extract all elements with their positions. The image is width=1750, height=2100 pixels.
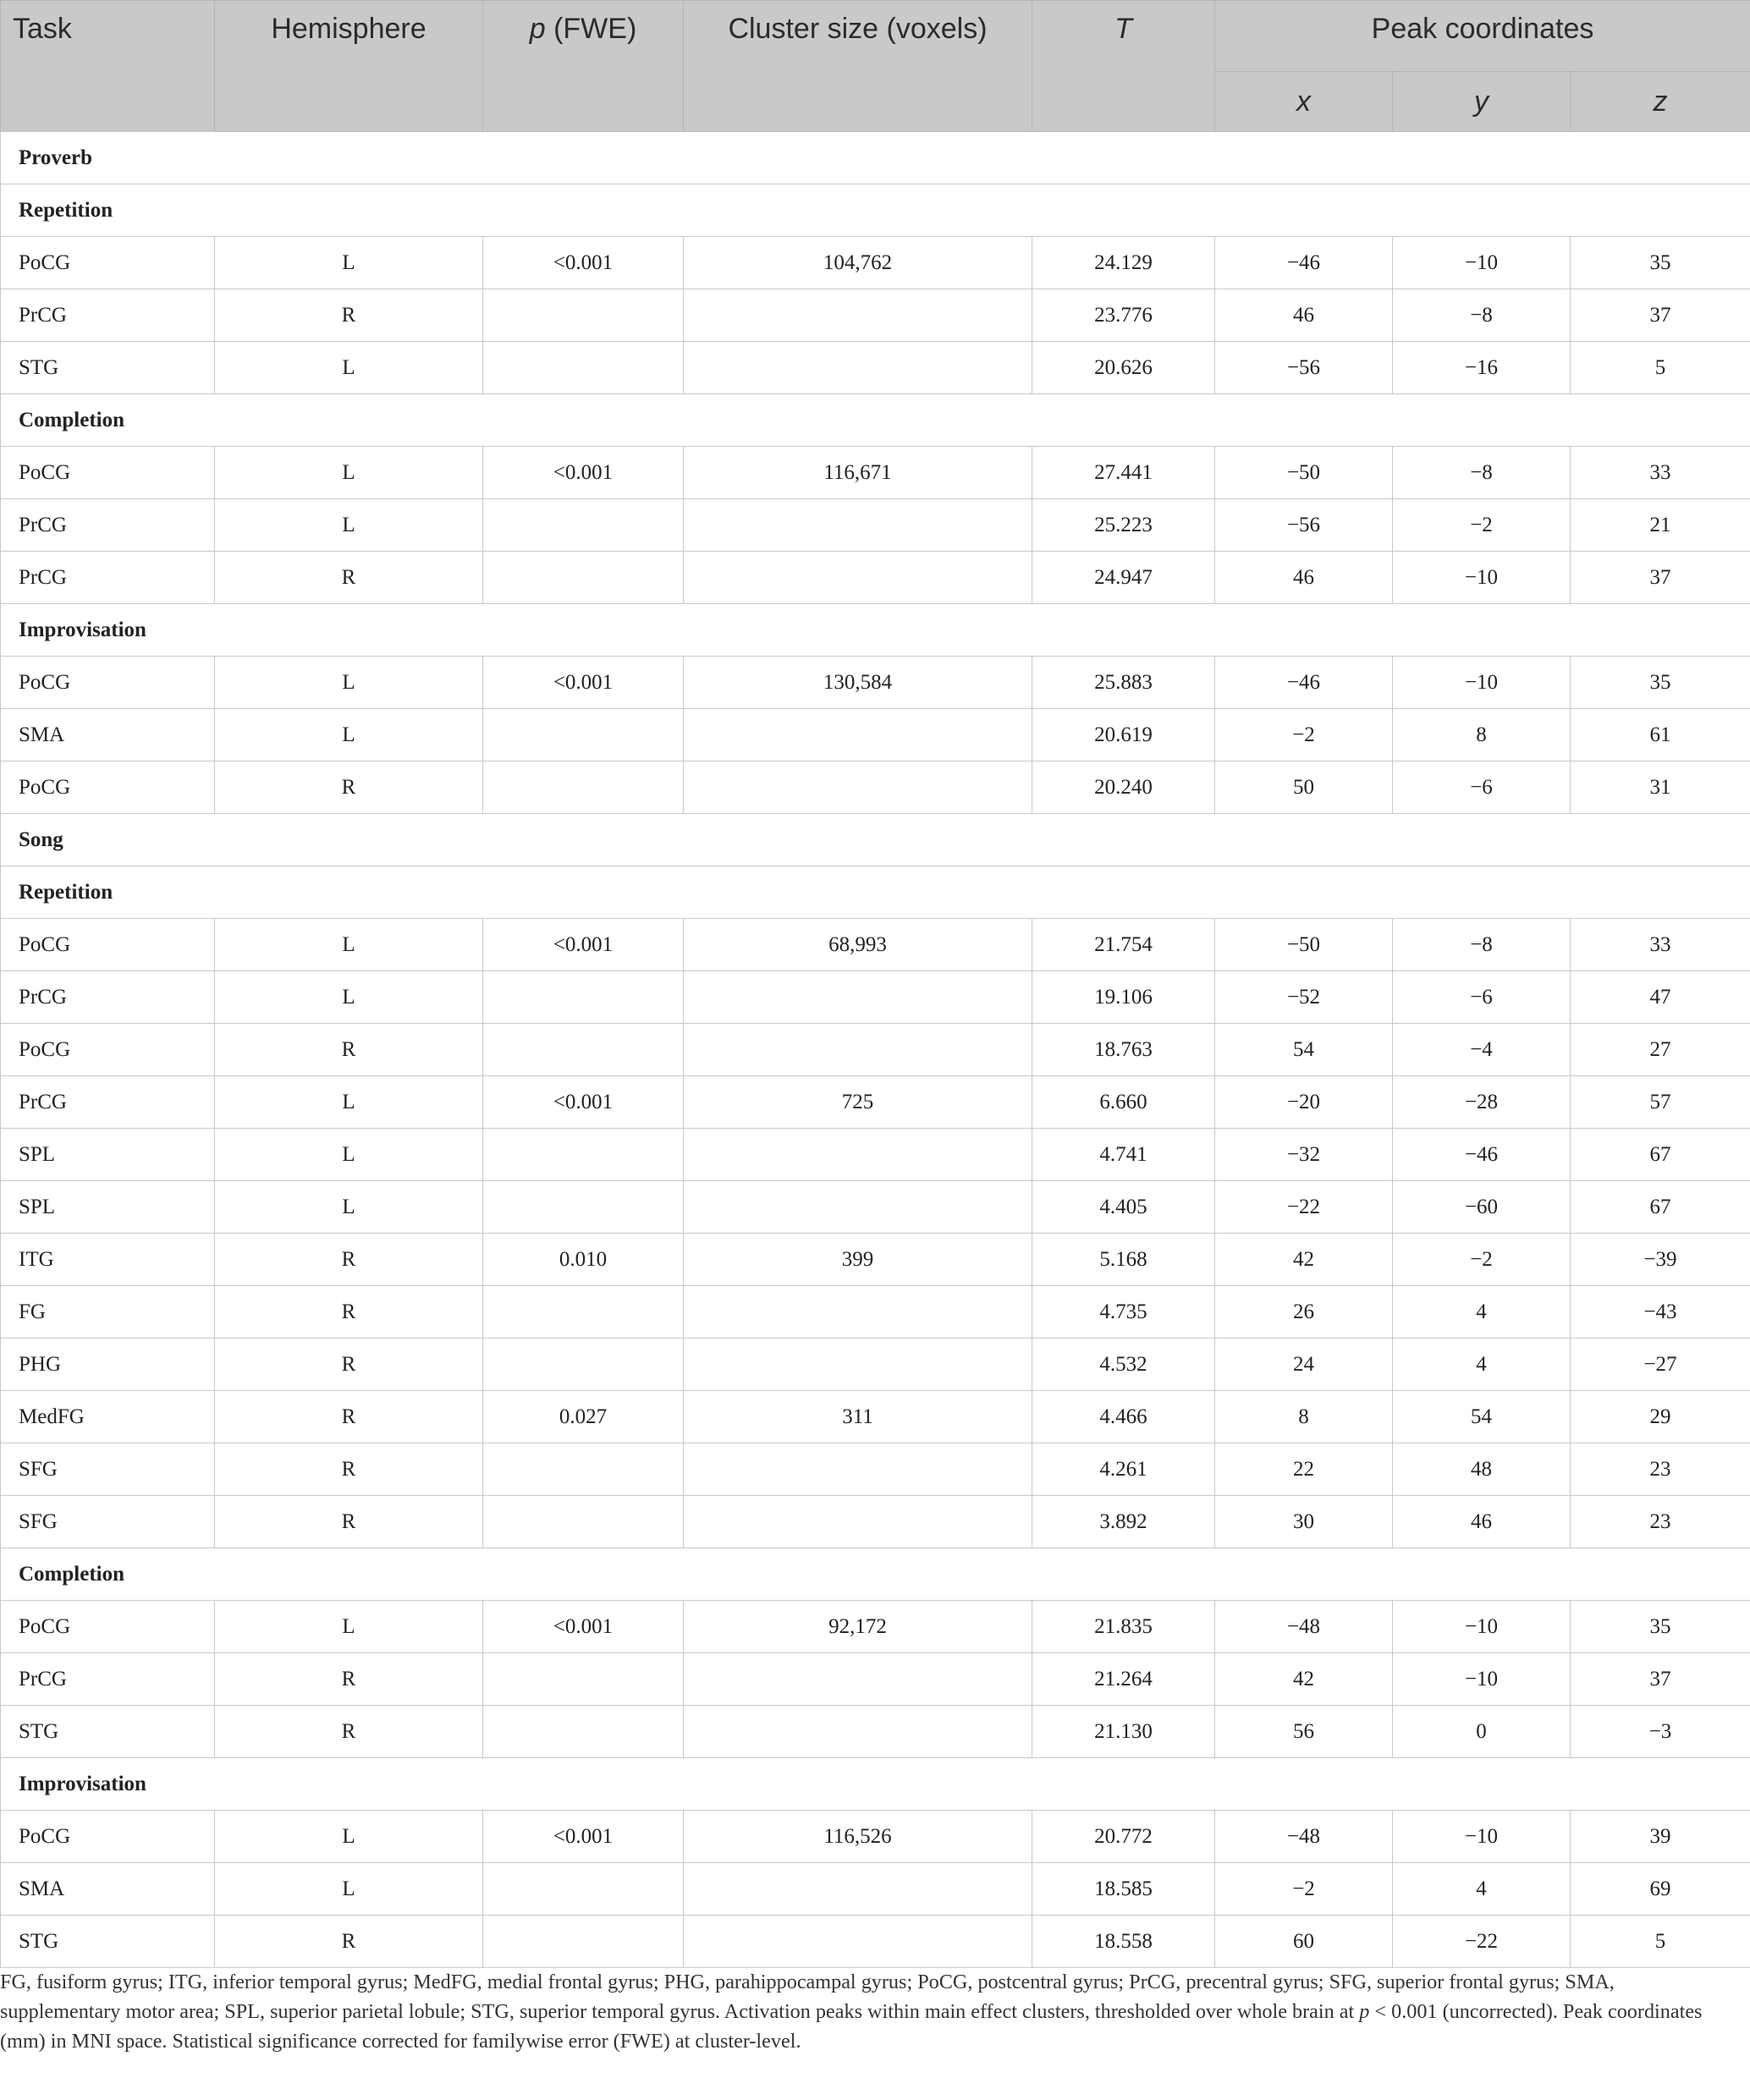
cell-p-fwe xyxy=(483,1129,684,1181)
cell-z: 27 xyxy=(1571,1024,1750,1076)
cell-cluster-size: 68,993 xyxy=(684,919,1032,971)
cell-z: 23 xyxy=(1571,1496,1750,1548)
cell-y: −16 xyxy=(1393,342,1571,394)
cell-cluster-size: 399 xyxy=(684,1234,1032,1286)
table-row xyxy=(1,1811,1750,1863)
table-body xyxy=(1,132,1750,1968)
cell-task: PrCG xyxy=(1,499,215,552)
cell-cluster-size xyxy=(684,1496,1032,1548)
cell-cluster-size xyxy=(684,1916,1032,1968)
cell-hemisphere: R xyxy=(215,552,483,604)
section-row xyxy=(1,604,1750,657)
cell-hemisphere: L xyxy=(215,1181,483,1234)
table-row xyxy=(1,499,1750,552)
cell-z: 67 xyxy=(1571,1181,1750,1234)
cell-t: 3.892 xyxy=(1032,1496,1215,1548)
cell-t: 4.261 xyxy=(1032,1443,1215,1496)
cell-x: 24 xyxy=(1215,1339,1393,1391)
cell-z: 23 xyxy=(1571,1443,1750,1496)
cell-z: 31 xyxy=(1571,761,1750,814)
cell-x: 50 xyxy=(1215,761,1393,814)
table-row xyxy=(1,1181,1750,1234)
cell-x: −50 xyxy=(1215,447,1393,499)
table-row xyxy=(1,1129,1750,1181)
section-label: Repetition xyxy=(1,184,1750,237)
cell-x: 8 xyxy=(1215,1391,1393,1443)
section-row xyxy=(1,1548,1750,1601)
cell-x: 56 xyxy=(1215,1706,1393,1758)
cell-p-fwe xyxy=(483,1863,684,1916)
cell-t: 25.223 xyxy=(1032,499,1215,552)
cell-z: 33 xyxy=(1571,447,1750,499)
cell-x: 26 xyxy=(1215,1286,1393,1339)
cell-cluster-size: 92,172 xyxy=(684,1601,1032,1653)
cell-task: SPL xyxy=(1,1181,215,1234)
cell-x: −46 xyxy=(1215,237,1393,289)
cell-y: −10 xyxy=(1393,552,1571,604)
cell-hemisphere: L xyxy=(215,709,483,761)
cell-p-fwe xyxy=(483,1916,684,1968)
cell-x: −32 xyxy=(1215,1129,1393,1181)
cell-task: PoCG xyxy=(1,1024,215,1076)
cell-t: 25.883 xyxy=(1032,657,1215,709)
cell-hemisphere: L xyxy=(215,1129,483,1181)
table-footnote xyxy=(0,1967,1735,2056)
cell-task: PrCG xyxy=(1,1653,215,1706)
cell-hemisphere: L xyxy=(215,1601,483,1653)
table-row xyxy=(1,552,1750,604)
table-row xyxy=(1,1706,1750,1758)
cell-t: 18.763 xyxy=(1032,1024,1215,1076)
table-row xyxy=(1,1339,1750,1391)
header-t: T xyxy=(1032,1,1215,132)
cell-x: −48 xyxy=(1215,1811,1393,1863)
cell-cluster-size xyxy=(684,1443,1032,1496)
cell-task: MedFG xyxy=(1,1391,215,1443)
table-header xyxy=(1,1,1750,132)
cell-cluster-size: 725 xyxy=(684,1076,1032,1129)
cell-p-fwe: 0.027 xyxy=(483,1391,684,1443)
cell-t: 21.835 xyxy=(1032,1601,1215,1653)
table-row xyxy=(1,919,1750,971)
cell-x: −56 xyxy=(1215,342,1393,394)
cell-x: −20 xyxy=(1215,1076,1393,1129)
cell-task: PoCG xyxy=(1,447,215,499)
cell-task: SMA xyxy=(1,1863,215,1916)
cell-x: −22 xyxy=(1215,1181,1393,1234)
cell-z: 5 xyxy=(1571,1916,1750,1968)
header-p-fwe xyxy=(483,1,684,132)
table-row xyxy=(1,971,1750,1024)
cell-cluster-size xyxy=(684,1286,1032,1339)
table-row xyxy=(1,1496,1750,1548)
cell-cluster-size: 116,526 xyxy=(684,1811,1032,1863)
cell-p-fwe: <0.001 xyxy=(483,657,684,709)
cell-y: −2 xyxy=(1393,499,1571,552)
cell-x: −56 xyxy=(1215,499,1393,552)
cell-hemisphere: L xyxy=(215,447,483,499)
cell-task: PoCG xyxy=(1,657,215,709)
cell-hemisphere: L xyxy=(215,657,483,709)
cell-z: −27 xyxy=(1571,1339,1750,1391)
cell-z: 35 xyxy=(1571,237,1750,289)
cell-z: 37 xyxy=(1571,552,1750,604)
cell-y: −6 xyxy=(1393,761,1571,814)
section-label: Song xyxy=(1,814,1750,866)
cell-p-fwe xyxy=(483,709,684,761)
cell-p-fwe xyxy=(483,761,684,814)
cell-p-fwe xyxy=(483,1339,684,1391)
header-peak-coordinates: Peak coordinates xyxy=(1215,1,1750,72)
cell-z: 35 xyxy=(1571,657,1750,709)
cell-hemisphere: R xyxy=(215,1234,483,1286)
cell-x: −46 xyxy=(1215,657,1393,709)
cell-y: −8 xyxy=(1393,919,1571,971)
cell-task: STG xyxy=(1,1706,215,1758)
cell-cluster-size xyxy=(684,1339,1032,1391)
cell-task: PrCG xyxy=(1,552,215,604)
cell-x: 54 xyxy=(1215,1024,1393,1076)
header-p-label: (FWE) xyxy=(545,13,637,45)
cell-task: PHG xyxy=(1,1339,215,1391)
cell-hemisphere: L xyxy=(215,971,483,1024)
cell-y: −4 xyxy=(1393,1024,1571,1076)
cell-cluster-size: 104,762 xyxy=(684,237,1032,289)
cell-x: 42 xyxy=(1215,1653,1393,1706)
cell-x: −52 xyxy=(1215,971,1393,1024)
header-task: Task xyxy=(1,1,215,132)
cell-hemisphere: L xyxy=(215,1076,483,1129)
cell-y: 0 xyxy=(1393,1706,1571,1758)
cell-task: PoCG xyxy=(1,761,215,814)
cell-hemisphere: R xyxy=(215,1443,483,1496)
cell-task: STG xyxy=(1,1916,215,1968)
cell-task: PrCG xyxy=(1,289,215,342)
cell-y: −6 xyxy=(1393,971,1571,1024)
cell-cluster-size xyxy=(684,709,1032,761)
section-label: Proverb xyxy=(1,132,1750,184)
cell-hemisphere: L xyxy=(215,499,483,552)
cell-z: 57 xyxy=(1571,1076,1750,1129)
cell-hemisphere: R xyxy=(215,1916,483,1968)
cell-cluster-size: 116,671 xyxy=(684,447,1032,499)
cell-t: 4.466 xyxy=(1032,1391,1215,1443)
header-p-symbol: p xyxy=(529,13,546,45)
table-row xyxy=(1,447,1750,499)
cell-hemisphere: R xyxy=(215,1024,483,1076)
section-label: Improvisation xyxy=(1,1758,1750,1811)
cell-z: 67 xyxy=(1571,1129,1750,1181)
section-label: Completion xyxy=(1,394,1750,447)
cell-z: 47 xyxy=(1571,971,1750,1024)
cell-t: 5.168 xyxy=(1032,1234,1215,1286)
cell-hemisphere: L xyxy=(215,342,483,394)
cell-task: PrCG xyxy=(1,971,215,1024)
cell-cluster-size xyxy=(684,761,1032,814)
cell-p-fwe xyxy=(483,1181,684,1234)
cell-x: 42 xyxy=(1215,1234,1393,1286)
cell-cluster-size xyxy=(684,1024,1032,1076)
cell-p-fwe: 0.010 xyxy=(483,1234,684,1286)
cell-hemisphere: R xyxy=(215,1496,483,1548)
table-row xyxy=(1,1024,1750,1076)
cell-z: 33 xyxy=(1571,919,1750,971)
cell-x: −50 xyxy=(1215,919,1393,971)
cell-y: −60 xyxy=(1393,1181,1571,1234)
cell-x: 30 xyxy=(1215,1496,1393,1548)
cell-p-fwe: <0.001 xyxy=(483,237,684,289)
cell-t: 20.619 xyxy=(1032,709,1215,761)
cell-y: −46 xyxy=(1393,1129,1571,1181)
cell-task: PrCG xyxy=(1,1076,215,1129)
cell-t: 27.441 xyxy=(1032,447,1215,499)
table-row xyxy=(1,1286,1750,1339)
cell-y: −8 xyxy=(1393,447,1571,499)
cell-z: −39 xyxy=(1571,1234,1750,1286)
cell-task: PoCG xyxy=(1,237,215,289)
cell-z: 69 xyxy=(1571,1863,1750,1916)
cell-x: 60 xyxy=(1215,1916,1393,1968)
cell-cluster-size xyxy=(684,1129,1032,1181)
section-row xyxy=(1,394,1750,447)
cell-z: 21 xyxy=(1571,499,1750,552)
cell-t: 21.754 xyxy=(1032,919,1215,971)
cell-t: 23.776 xyxy=(1032,289,1215,342)
table-row xyxy=(1,657,1750,709)
cell-p-fwe: <0.001 xyxy=(483,1076,684,1129)
cell-t: 4.405 xyxy=(1032,1181,1215,1234)
table-row xyxy=(1,1443,1750,1496)
cell-task: PoCG xyxy=(1,1811,215,1863)
table-row xyxy=(1,1863,1750,1916)
cell-y: 4 xyxy=(1393,1863,1571,1916)
cell-p-fwe xyxy=(483,342,684,394)
cell-y: −10 xyxy=(1393,1811,1571,1863)
cell-hemisphere: L xyxy=(215,919,483,971)
footnote-p-symbol: p xyxy=(1359,2000,1370,2023)
cell-z: 37 xyxy=(1571,289,1750,342)
cell-task: SMA xyxy=(1,709,215,761)
cell-t: 20.240 xyxy=(1032,761,1215,814)
cell-cluster-size xyxy=(684,1706,1032,1758)
cell-task: STG xyxy=(1,342,215,394)
cell-t: 18.558 xyxy=(1032,1916,1215,1968)
cell-x: 22 xyxy=(1215,1443,1393,1496)
header-cluster-size: Cluster size (voxels) xyxy=(684,1,1032,132)
cell-hemisphere: R xyxy=(215,1339,483,1391)
cell-y: 4 xyxy=(1393,1339,1571,1391)
cell-p-fwe: <0.001 xyxy=(483,1601,684,1653)
cell-z: 29 xyxy=(1571,1391,1750,1443)
cell-cluster-size xyxy=(684,289,1032,342)
cell-t: 4.735 xyxy=(1032,1286,1215,1339)
cell-t: 20.772 xyxy=(1032,1811,1215,1863)
cell-cluster-size xyxy=(684,1181,1032,1234)
cell-cluster-size xyxy=(684,1653,1032,1706)
cell-x: −2 xyxy=(1215,709,1393,761)
cell-z: 5 xyxy=(1571,342,1750,394)
cell-y: −22 xyxy=(1393,1916,1571,1968)
cell-y: −28 xyxy=(1393,1076,1571,1129)
cell-p-fwe xyxy=(483,971,684,1024)
cell-y: 46 xyxy=(1393,1496,1571,1548)
cell-x: −2 xyxy=(1215,1863,1393,1916)
header-y: y xyxy=(1393,72,1571,132)
header-x: x xyxy=(1215,72,1393,132)
table-row xyxy=(1,237,1750,289)
cell-t: 4.532 xyxy=(1032,1339,1215,1391)
table-row xyxy=(1,1653,1750,1706)
cell-y: −10 xyxy=(1393,1601,1571,1653)
cell-hemisphere: R xyxy=(215,289,483,342)
cell-y: 54 xyxy=(1393,1391,1571,1443)
cell-cluster-size xyxy=(684,499,1032,552)
cell-t: 18.585 xyxy=(1032,1863,1215,1916)
section-row xyxy=(1,184,1750,237)
table-row xyxy=(1,1234,1750,1286)
cell-cluster-size xyxy=(684,1863,1032,1916)
cell-y: 48 xyxy=(1393,1443,1571,1496)
cell-y: −10 xyxy=(1393,237,1571,289)
cell-task: SFG xyxy=(1,1443,215,1496)
cell-task: SFG xyxy=(1,1496,215,1548)
section-label: Improvisation xyxy=(1,604,1750,657)
cell-z: 35 xyxy=(1571,1601,1750,1653)
cell-p-fwe xyxy=(483,1286,684,1339)
cell-task: ITG xyxy=(1,1234,215,1286)
table-row xyxy=(1,761,1750,814)
cell-cluster-size: 311 xyxy=(684,1391,1032,1443)
cell-z: 39 xyxy=(1571,1811,1750,1863)
cell-p-fwe xyxy=(483,499,684,552)
cell-cluster-size: 130,584 xyxy=(684,657,1032,709)
cell-t: 24.947 xyxy=(1032,552,1215,604)
table-row xyxy=(1,289,1750,342)
cell-y: 8 xyxy=(1393,709,1571,761)
table-row xyxy=(1,709,1750,761)
section-row xyxy=(1,1758,1750,1811)
cell-p-fwe xyxy=(483,289,684,342)
cell-t: 20.626 xyxy=(1032,342,1215,394)
section-label: Repetition xyxy=(1,866,1750,919)
cell-y: −2 xyxy=(1393,1234,1571,1286)
cell-hemisphere: R xyxy=(215,1706,483,1758)
cell-p-fwe xyxy=(483,1653,684,1706)
cell-hemisphere: R xyxy=(215,1391,483,1443)
cell-hemisphere: R xyxy=(215,1653,483,1706)
header-hemisphere: Hemisphere xyxy=(215,1,483,132)
cell-z: 37 xyxy=(1571,1653,1750,1706)
table-row xyxy=(1,1076,1750,1129)
cell-p-fwe xyxy=(483,1024,684,1076)
cell-cluster-size xyxy=(684,342,1032,394)
footnote-text-1: FG, fusiform gyrus; ITG, inferior temporal gyrus; MedFG, medial frontal gyrus; PHG, parahippocampal gyrus; PoCG, postcentral gyrus; PrCG, precentral gyrus; SFG, superior frontal gyrus; SMA, supplementary motor area; SPL, superior parietal lobule; STG, superior temporal gyrus. Activation peaks within main effect clusters, thresholded over whole brain at xyxy=(0,1971,1615,2023)
cell-z: 61 xyxy=(1571,709,1750,761)
cell-y: −10 xyxy=(1393,657,1571,709)
cell-y: −10 xyxy=(1393,1653,1571,1706)
cell-task: PoCG xyxy=(1,919,215,971)
section-row xyxy=(1,814,1750,866)
cell-p-fwe xyxy=(483,1496,684,1548)
cell-x: 46 xyxy=(1215,289,1393,342)
cell-p-fwe: <0.001 xyxy=(483,1811,684,1863)
header-z: z xyxy=(1571,72,1750,132)
cell-t: 6.660 xyxy=(1032,1076,1215,1129)
cell-t: 21.264 xyxy=(1032,1653,1215,1706)
cell-p-fwe: <0.001 xyxy=(483,447,684,499)
cell-x: 46 xyxy=(1215,552,1393,604)
cell-p-fwe: <0.001 xyxy=(483,919,684,971)
cell-t: 21.130 xyxy=(1032,1706,1215,1758)
cell-z: −43 xyxy=(1571,1286,1750,1339)
table-row xyxy=(1,342,1750,394)
cell-hemisphere: L xyxy=(215,1811,483,1863)
cell-x: −48 xyxy=(1215,1601,1393,1653)
table-row xyxy=(1,1916,1750,1968)
cell-y: 4 xyxy=(1393,1286,1571,1339)
section-label: Completion xyxy=(1,1548,1750,1601)
cell-t: 19.106 xyxy=(1032,971,1215,1024)
footnote-text-2: < 0.001 (uncorrected). Peak coordinates (mm) in MNI space. Statistical significance corrected for familywise error (FWE) at cluster-level. xyxy=(0,2000,1703,2053)
cell-t: 24.129 xyxy=(1032,237,1215,289)
cell-task: FG xyxy=(1,1286,215,1339)
table-row xyxy=(1,1391,1750,1443)
table-row xyxy=(1,1601,1750,1653)
section-row xyxy=(1,866,1750,919)
cell-y: −8 xyxy=(1393,289,1571,342)
cell-task: SPL xyxy=(1,1129,215,1181)
cell-t: 4.741 xyxy=(1032,1129,1215,1181)
cell-z: −3 xyxy=(1571,1706,1750,1758)
cell-hemisphere: R xyxy=(215,1286,483,1339)
cell-hemisphere: L xyxy=(215,1863,483,1916)
cell-hemisphere: L xyxy=(215,237,483,289)
cell-p-fwe xyxy=(483,1443,684,1496)
cell-task: PoCG xyxy=(1,1601,215,1653)
cell-cluster-size xyxy=(684,971,1032,1024)
section-row xyxy=(1,132,1750,184)
cell-p-fwe xyxy=(483,1706,684,1758)
cell-hemisphere: R xyxy=(215,761,483,814)
cell-cluster-size xyxy=(684,552,1032,604)
cell-p-fwe xyxy=(483,552,684,604)
